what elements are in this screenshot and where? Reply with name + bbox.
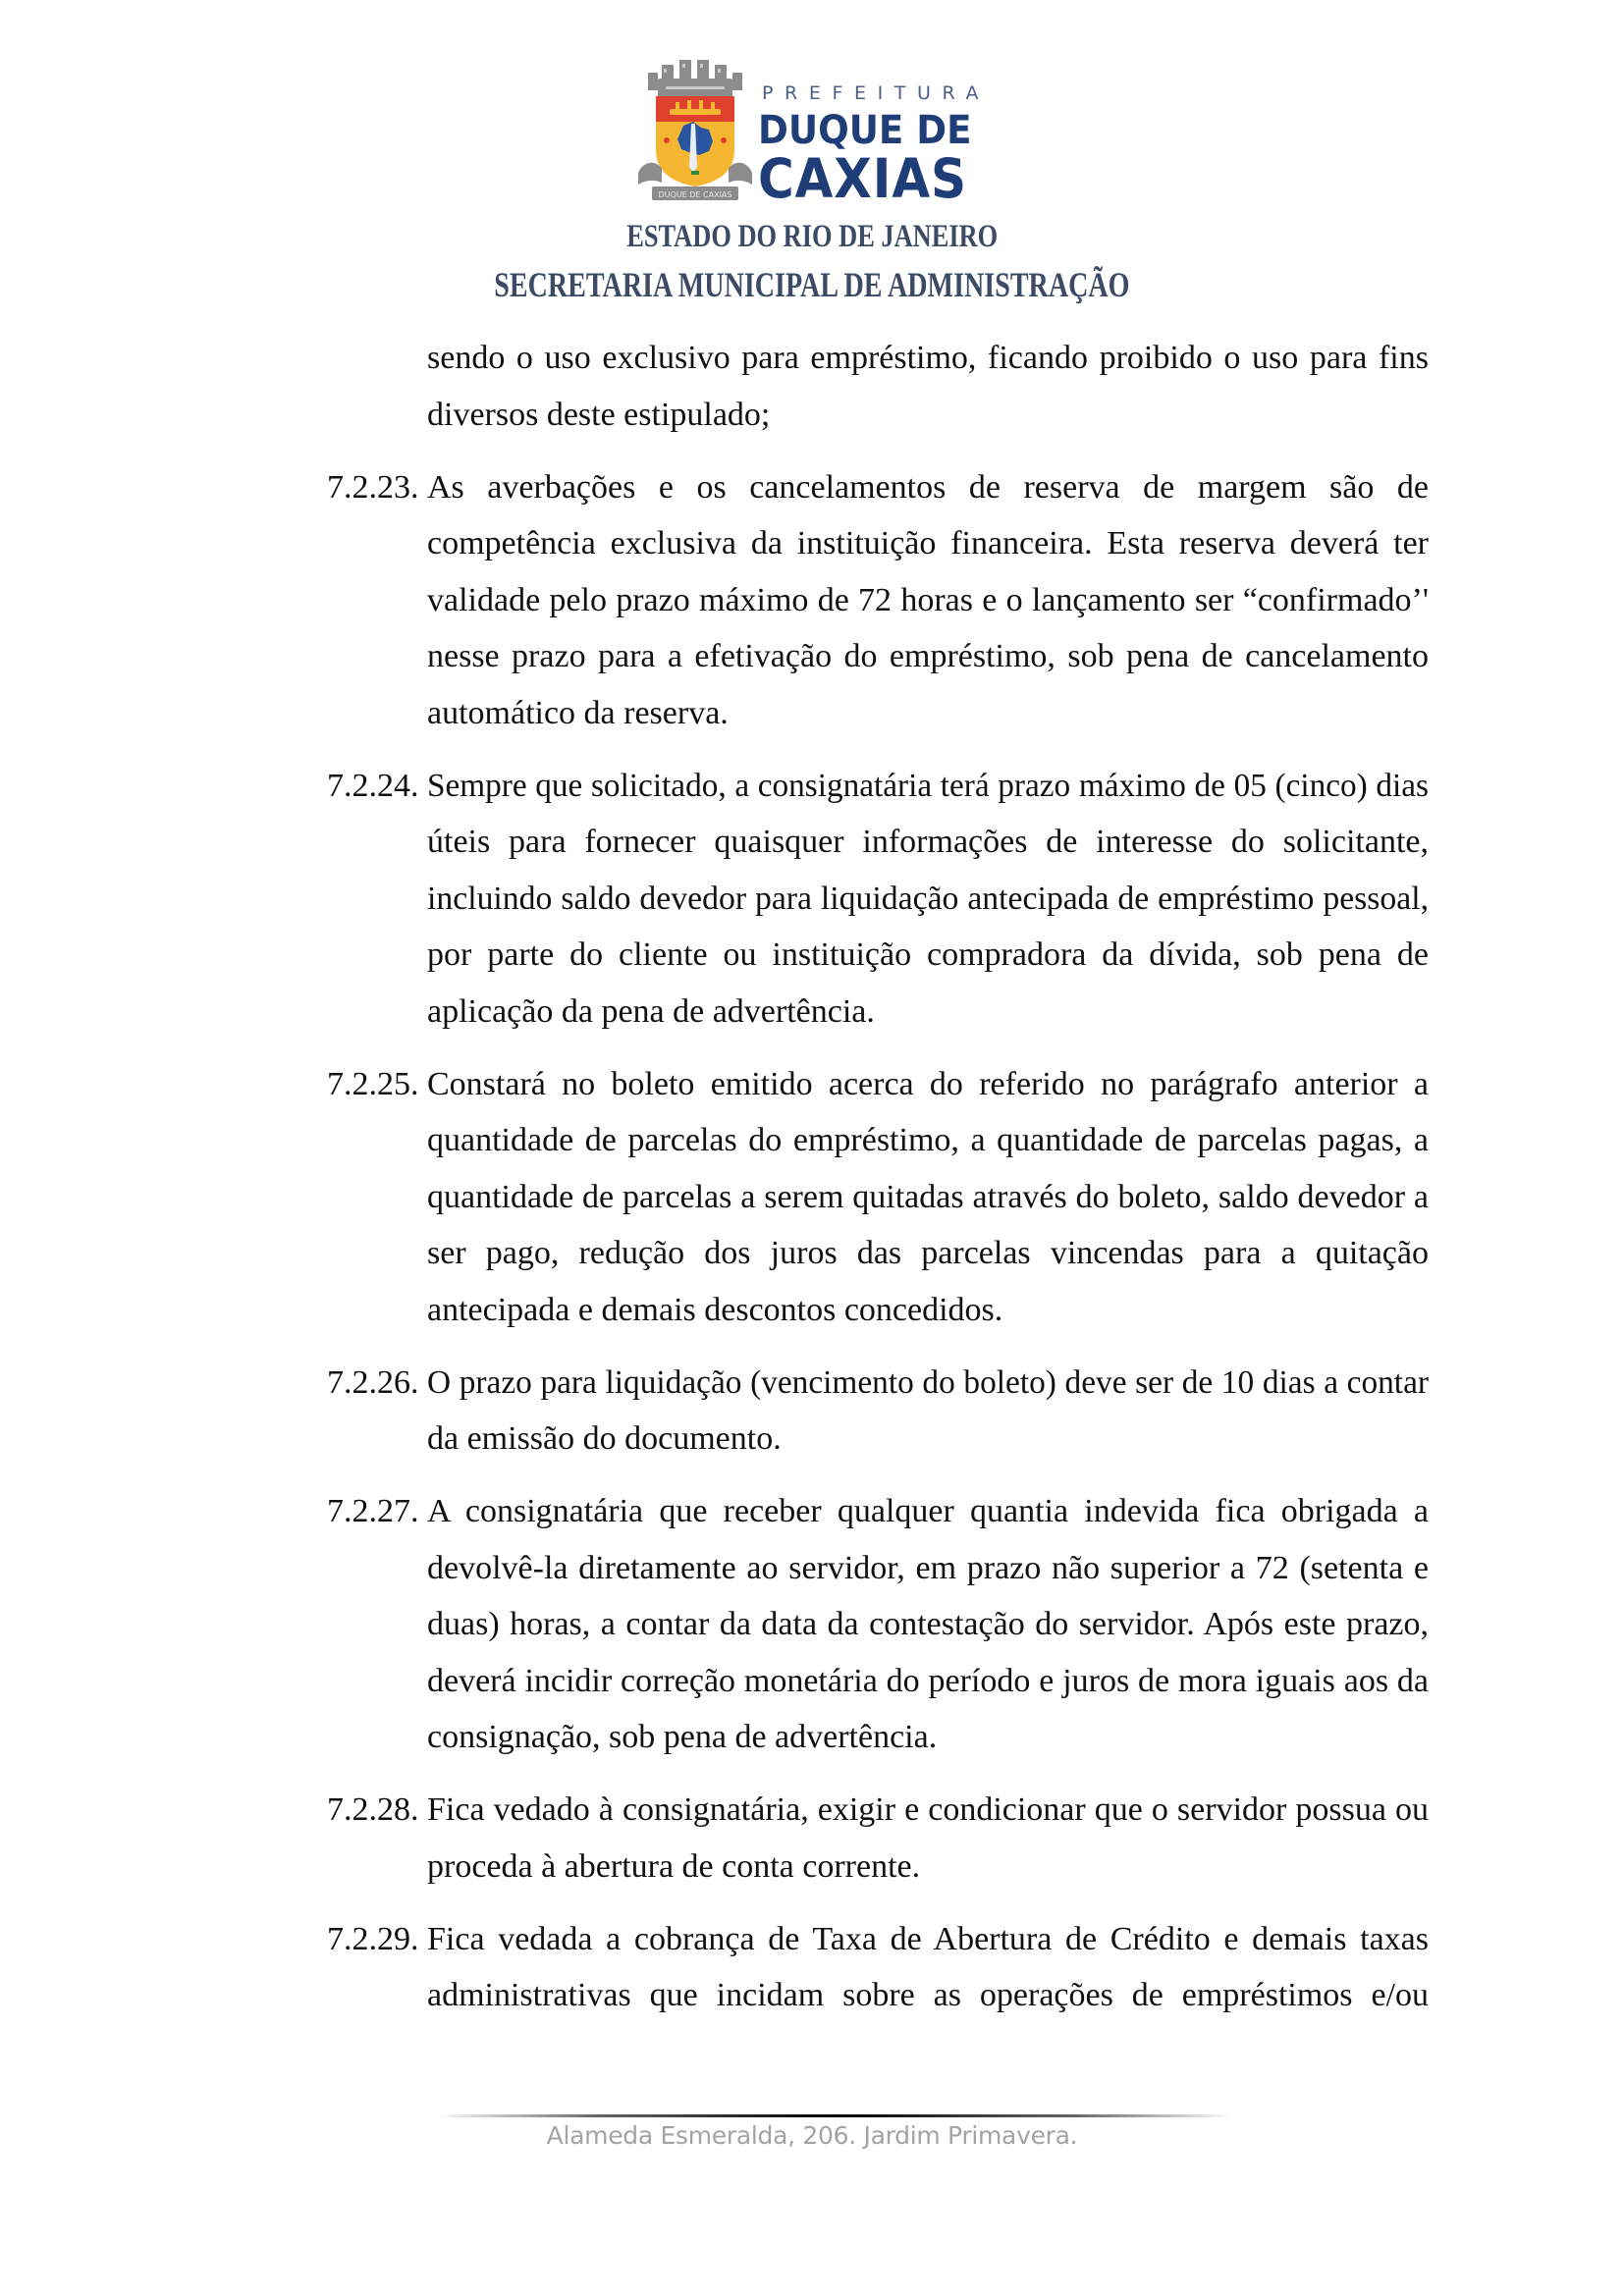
text-line [427,1596,1429,1653]
clause-number: 7.2.26. [327,1363,419,1401]
text-line-content: As averbações e os cancelamentos de reserva de margem são de [427,468,1429,506]
clause-paragraph [327,459,1429,742]
logo-caxias-text: CAXIAS [758,147,967,210]
text-line [427,927,1429,984]
text-line-content: quantidade de parcelas do empréstimo, a quantidade de parcelas pagas, a [427,1122,1429,1158]
clause-text [427,1056,1429,1339]
text-line [427,1056,1429,1113]
text-line-content: Fica vedado à consignatária, exigir e condicionar que o servidor possua ou [427,1791,1429,1828]
text-line-content: Sempre que solicitado, a consignatária terá prazo máximo de 05 (cinco) dias [427,767,1429,804]
text-line-content: O prazo para liquidação (vencimento do boleto) deve ser de 10 dias a contar [427,1363,1429,1401]
text-line [427,1355,1429,1412]
text-line [427,1225,1429,1282]
document-body [327,330,1429,2040]
text-line-content: automático da reserva. [427,694,729,731]
clause-text [427,1483,1429,1766]
text-line [427,1782,1429,1839]
text-line [427,459,1429,516]
clause-number: 7.2.29. [327,1920,419,1957]
text-line-content: ser pago, redução dos juros das parcelas vincendas para a quitação [427,1235,1429,1271]
text-line [427,1709,1429,1766]
logo-duque-de-text: DUQUE DE [758,108,972,153]
text-line [427,1967,1429,2024]
text-line-content: quantidade de parcelas a serem quitadas através do boleto, saldo devedor a [427,1178,1429,1215]
text-line-content: aplicação da pena de advertência. [427,992,875,1030]
crown-icon [648,60,742,98]
text-line-content: por parte do cliente ou instituição compradora da dívida, sob pena de [427,936,1429,973]
footer-address: Alameda Esmeralda, 206. Jardim Primavera. [546,2121,1078,2150]
clause-number: 7.2.23. [327,468,419,506]
text-line [427,871,1429,928]
clause-paragraph [327,1056,1429,1339]
text-line [427,572,1429,629]
header-state [0,219,1624,255]
clause-paragraph [327,1355,1429,1468]
coat-of-arms-icon [636,57,754,204]
coat-of-arms-logo [636,57,754,204]
text-line [427,628,1429,685]
clause-text [427,330,1429,443]
text-line-content: incluindo saldo devedor para liquidação antecipada de empréstimo pessoal, [427,880,1430,917]
text-line-content: Fica vedada a cobrança de Taxa de Abertura de Crédito e demais taxas [427,1920,1429,1957]
clause-paragraph [327,1911,1429,2024]
text-line-content: da emissão do documento. [427,1420,782,1457]
clause-number: 7.2.25. [327,1065,419,1102]
text-line [427,1411,1429,1468]
svg-text:DUQUE DE CAXIAS: DUQUE DE CAXIAS [658,190,732,199]
text-line [427,758,1429,815]
text-line [427,984,1429,1041]
text-line [427,1282,1429,1339]
text-line-content: sendo o uso exclusivo para empréstimo, ficando proibido o uso para fins [427,340,1429,376]
clause-number: 7.2.28. [327,1791,419,1828]
text-line-content: validade pelo prazo máximo de 72 horas e o lançamento ser “confirmado’' [427,581,1429,618]
text-line [427,330,1429,387]
text-line [427,1911,1429,1968]
clause-number: 7.2.24. [327,767,419,804]
clause-text [427,1911,1429,2024]
clause-text [427,758,1429,1041]
text-line-content: devolvê-la diretamente ao servidor, em prazo não superior a 72 (setenta e [427,1549,1429,1586]
text-line-content: proceda à abertura de conta corrente. [427,1847,921,1885]
logo-prefeitura-text: PREFEITURA [762,82,991,104]
text-line [427,814,1429,871]
text-line-content: diversos deste estipulado; [427,396,771,433]
text-line [427,1112,1429,1169]
text-line [427,387,1429,444]
header-department-text: SECRETARIA MUNICIPAL DE ADMINISTRAÇÃO [494,265,1130,304]
text-line [427,515,1429,572]
text-line-content: nesse prazo para a efetivação do empréstimo, sob pena de cancelamento [427,638,1429,674]
text-line [427,1839,1429,1896]
text-line-content: competência exclusiva da instituição financeira. Esta reserva deverá ter [427,525,1429,561]
text-line-content: administrativas que incidam sobre as operações de empréstimos e/ou [427,1977,1429,2013]
text-line-content: antecipada e demais descontos concedidos. [427,1291,1003,1328]
text-line-content: consignação, sob pena de advertência. [427,1719,938,1755]
footer-divider [437,2114,1234,2117]
text-line-content: úteis para fornecer quaisquer informações de interesse do solicitante, [427,824,1429,860]
text-line [427,1483,1429,1540]
text-line-content: Constará no boleto emitido acerca do referido no parágrafo anterior a [427,1065,1429,1102]
text-line-content: A consignatária que receber qualquer quantia indevida fica obrigada a [427,1493,1429,1529]
header-state-text: ESTADO DO RIO DE JANEIRO [626,219,998,254]
text-line [427,1540,1429,1597]
clause-text [427,459,1429,742]
clause-paragraph [327,1782,1429,1895]
text-line [427,1169,1429,1226]
clause-paragraph [327,758,1429,1041]
clause-number: 7.2.27. [327,1493,419,1529]
clause-text [427,1355,1429,1468]
clause-paragraph [327,330,1429,443]
text-line-content: deverá incidir correção monetária do período e juros de mora iguais aos da [427,1662,1429,1699]
clause-paragraph [327,1483,1429,1766]
text-line-content: duas) horas, a contar da data da contestação do servidor. Após este prazo, [427,1606,1429,1642]
text-line [427,1653,1429,1710]
header-department [0,264,1624,305]
clause-text [427,1782,1429,1895]
text-line [427,685,1429,742]
